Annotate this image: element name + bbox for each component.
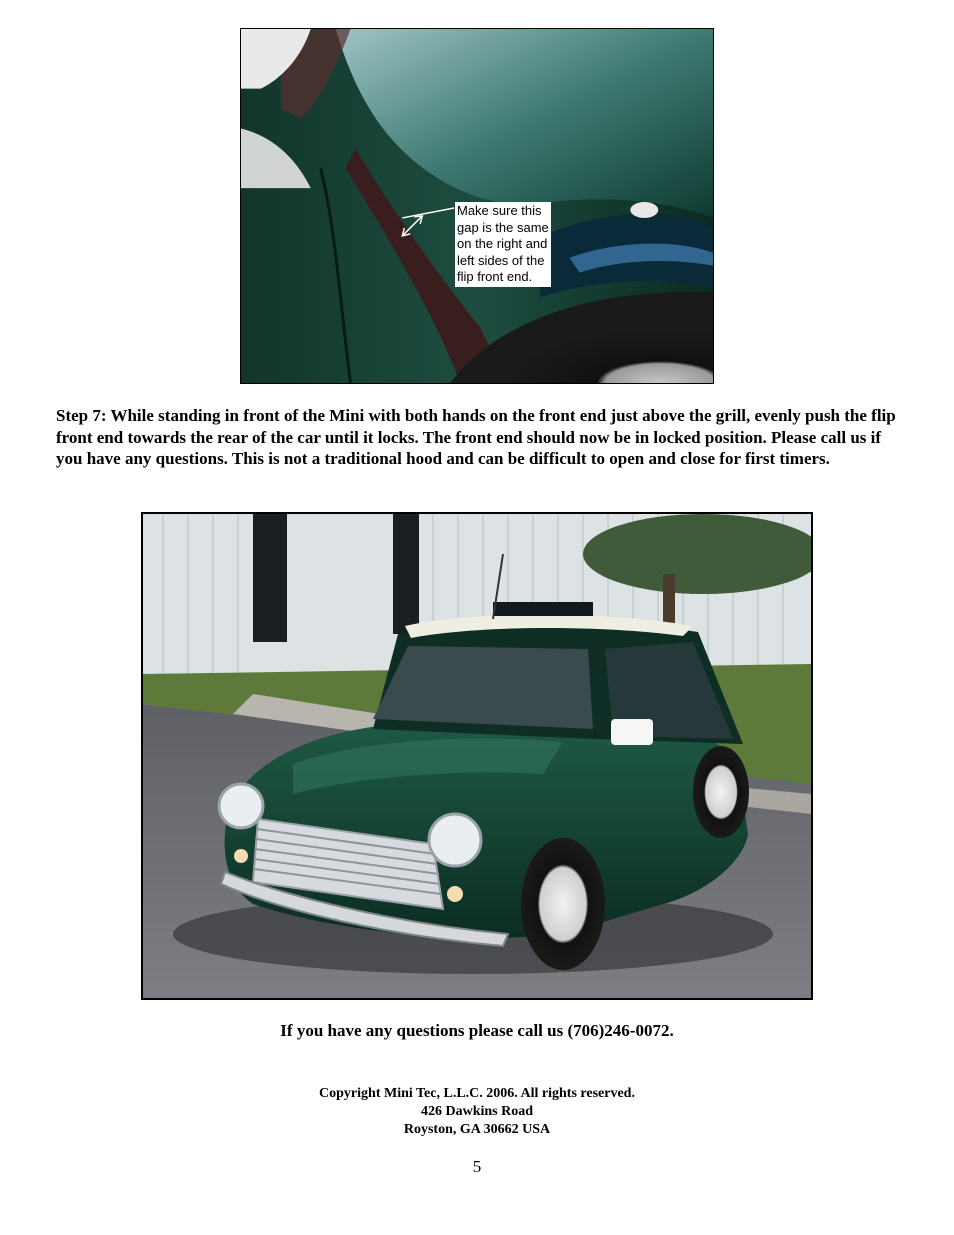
fender-gap-photo xyxy=(240,28,714,384)
mini-car-photo xyxy=(141,512,813,1000)
contact-line: If you have any questions please call us (706)246-0072. xyxy=(280,1021,674,1040)
footer xyxy=(0,1085,954,1139)
step-7-instructions: Step 7: While standing in front of the Mini with both hands on the front end just above the grill, evenly push the flip front end towards the rear of the car until it locks. The front end should now be in locked position. Please call us if you have any questions. This is not a traditional hood and can be difficult to open and close for first timers. xyxy=(56,406,896,469)
address-line-1: 426 Dawkins Road xyxy=(420,1104,534,1119)
callout-label: Make sure this gap is the same on the right and left sides of the flip front end. xyxy=(455,202,551,287)
mini-car-illustration xyxy=(143,514,811,998)
copyright-line: Copyright Mini Tec, L.L.C. 2006. All rights reserved. xyxy=(319,1086,635,1101)
address-line-2: Royston, GA 30662 USA xyxy=(403,1122,551,1137)
page-number: 5 xyxy=(472,1157,482,1176)
